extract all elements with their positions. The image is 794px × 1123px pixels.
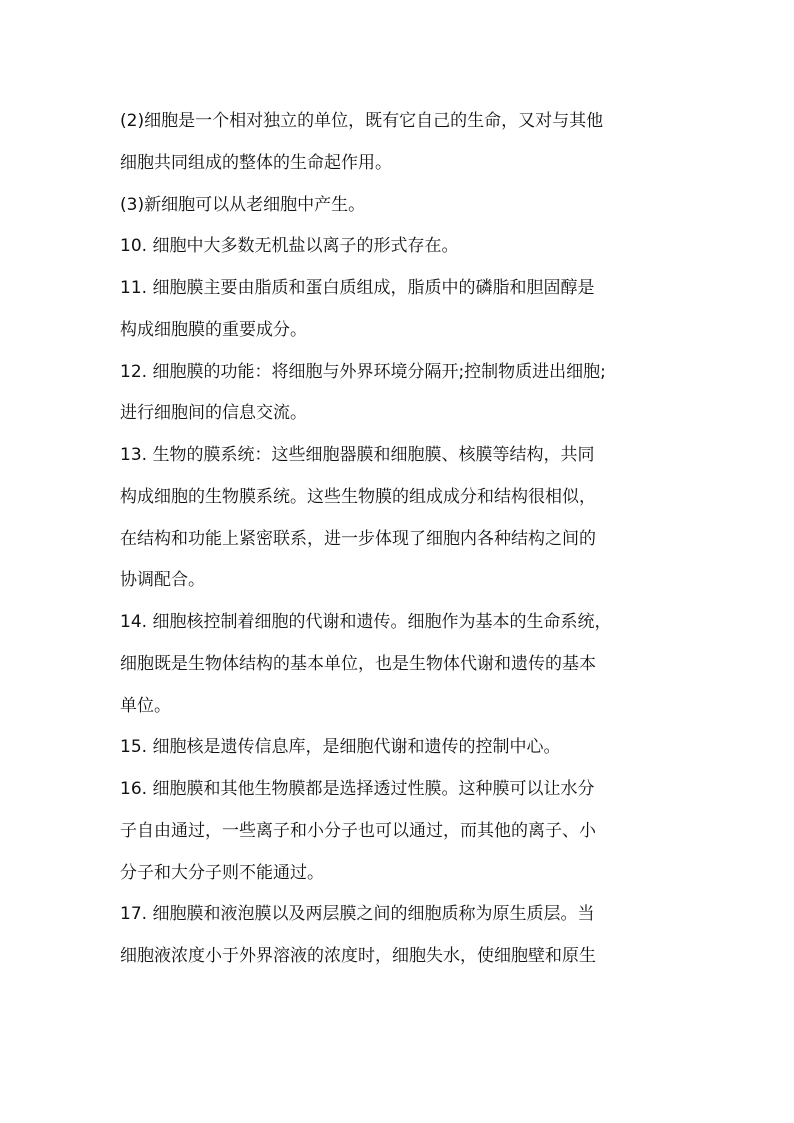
text-line: 分子和大分子则不能通过。 (120, 862, 324, 883)
text-line: 子自由通过，一些离子和小分子也可以通过，而其他的离子、小 (120, 820, 596, 841)
text-line: 构成细胞的生物膜系统。这些生物膜的组成成分和结构很相似， (120, 486, 596, 507)
text-line: 16. 细胞膜和其他生物膜都是选择透过性膜。这种膜可以让水分 (120, 779, 595, 799)
text-line: 17. 细胞膜和液泡膜以及两层膜之间的细胞质称为原生质层。当 (120, 904, 595, 925)
text-line: 进行细胞间的信息交流。 (120, 403, 307, 424)
text-line: (2)细胞是一个相对独立的单位，既有它自己的生命，又对与其他 (120, 111, 604, 131)
text-line: 12. 细胞膜的功能：将细胞与外界环境分隔开;控制物质进出细胞; (120, 361, 606, 382)
text-line: 单位。 (120, 695, 171, 716)
text-line: 11. 细胞膜主要由脂质和蛋白质组成，脂质中的磷脂和胆固醇是 (120, 278, 595, 298)
text-line: 细胞既是生物体结构的基本单位，也是生物体代谢和遗传的基本 (120, 653, 596, 674)
text-line: 在结构和功能上紧密联系，进一步体现了细胞内各种结构之间的 (120, 528, 596, 549)
document-body (120, 101, 690, 978)
text-line: 14. 细胞核控制着细胞的代谢和遗传。细胞作为基本的生命系统， (120, 612, 612, 632)
text-line: 细胞液浓度小于外界溶液的浓度时，细胞失水，使细胞壁和原生 (120, 946, 596, 966)
text-line: (3)新细胞可以从老细胞中产生。 (120, 194, 366, 215)
text-line: 15. 细胞核是遗传信息库，是细胞代谢和遗传的控制中心。 (120, 737, 561, 758)
text-line: 13. 生物的膜系统：这些细胞器膜和细胞膜、核膜等结构，共同 (120, 445, 595, 465)
text-line: 构成细胞膜的重要成分。 (120, 319, 307, 340)
text-line: 细胞共同组成的整体的生命起作用。 (120, 152, 392, 173)
text-line: 10. 细胞中大多数无机盐以离子的形式存在。 (120, 236, 459, 257)
text-line: 协调配合。 (120, 570, 205, 591)
